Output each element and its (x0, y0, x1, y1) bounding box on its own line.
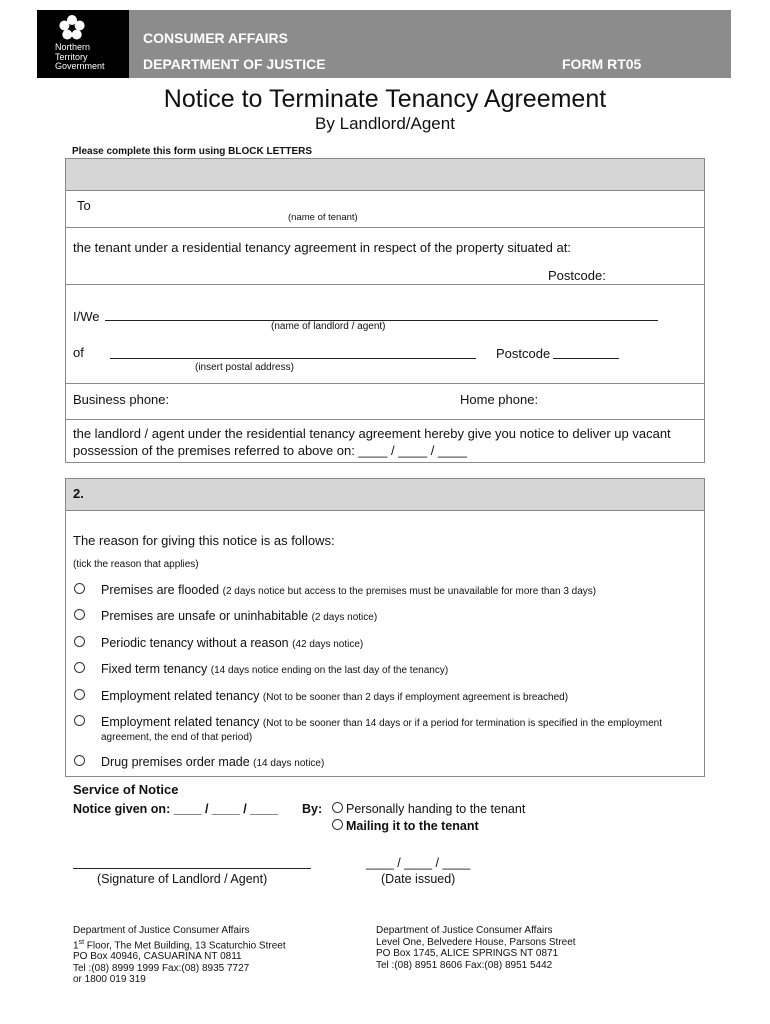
reason-note: (14 days notice) (253, 758, 325, 769)
property-address-field[interactable] (65, 227, 705, 285)
footer-line: Department of Justice Consumer Affairs (376, 925, 553, 936)
date-issued-blank[interactable]: ____ / ____ / ____ (366, 856, 471, 870)
service-radio-mail[interactable] (332, 819, 343, 830)
footer-floor-number: 1 (73, 939, 79, 951)
reason-note: (Not to be sooner than 14 days or if a period for termination is specified in the employment (262, 718, 663, 729)
dept-line-consumer-affairs: CONSUMER AFFAIRS (143, 30, 288, 46)
postcode2-label: Postcode (496, 346, 551, 361)
footer-alice-springs-office (376, 925, 576, 971)
date-issued-caption: (Date issued) (381, 872, 456, 886)
reason-label: Periodic tenancy without a reason (101, 636, 289, 650)
of-label: of (73, 345, 84, 360)
section1-header (65, 158, 705, 191)
to-tenant-field[interactable] (65, 190, 705, 228)
logo-wordmark (55, 43, 105, 72)
notice-given-on[interactable]: Notice given on: ____ / ____ / ____ (73, 802, 278, 816)
to-label: To (77, 198, 91, 213)
footer-line (73, 937, 286, 952)
reason-intro: The reason for giving this notice is as follows: (73, 533, 335, 548)
footer-line: or 1800 019 319 (73, 974, 146, 986)
flower-emblem-icon (59, 15, 85, 41)
service-radio-personal[interactable] (332, 802, 343, 813)
vacate-notice-line1: the landlord / agent under the residential tenancy agreement hereby give you notice to deliver up vacant (73, 426, 671, 441)
page-subtitle: By Landlord/Agent (315, 114, 455, 133)
tick-note: (tick the reason that applies) (73, 559, 199, 570)
reason-radio-drug-premises[interactable] (74, 755, 85, 766)
reason-label: Employment related tenancy (101, 689, 260, 703)
reason-unsafe (101, 609, 377, 623)
footer-line: Department of Justice Consumer Affairs (73, 925, 250, 936)
reason-periodic (101, 636, 363, 650)
reason-radio-periodic[interactable] (74, 636, 85, 647)
logo-line: Government (55, 61, 105, 71)
reason-drug-premises (101, 755, 324, 769)
section2-header (65, 478, 705, 511)
form-code: FORM RT05 (562, 56, 642, 72)
logo-line: Territory (55, 51, 88, 62)
vacate-notice-line2[interactable]: possession of the premises referred to above on: ____ / ____ / ____ (73, 443, 467, 458)
reason-radio-unsafe[interactable] (74, 609, 85, 620)
reason-note-continued: agreement, the end of that period) (101, 732, 253, 743)
reason-note: (Not to be sooner than 2 days if employment agreement is breached) (262, 692, 569, 703)
postal-address-caption: (insert postal address) (195, 362, 294, 373)
footer-line: Level One, Belvedere House, Parsons Street (376, 936, 576, 948)
by-label: By: (302, 802, 323, 816)
reason-label: Fixed term tenancy (101, 662, 208, 676)
reason-note: (2 days notice) (311, 612, 378, 623)
property-text: the tenant under a residential tenancy agreement in respect of the property situated at: (73, 240, 571, 255)
service-option-mail: Mailing it to the tenant (346, 819, 479, 833)
signature-line[interactable] (73, 868, 311, 869)
page-title: Notice to Terminate Tenancy Agreement (163, 85, 607, 113)
dept-line-justice: DEPARTMENT OF JUSTICE (143, 56, 326, 72)
reason-label: Premises are unsafe or uninhabitable (101, 609, 309, 623)
footer-line: Tel :(08) 8999 1999 Fax:(08) 8935 7727 (73, 962, 250, 974)
footer-floor-rest: Floor, The Met Building, 13 Scaturchio Street (84, 939, 286, 951)
reason-note: (2 days notice but access to the premises must be unavailable for more than 3 days) (222, 586, 597, 597)
postcode-label: Postcode: (548, 268, 606, 283)
signature-caption: (Signature of Landlord / Agent) (97, 872, 268, 886)
business-phone-label: Business phone: (73, 392, 170, 407)
iwe-label: I/We (73, 309, 100, 324)
reason-employment-14day (101, 715, 662, 729)
reason-label: Premises are flooded (101, 583, 220, 597)
reason-radio-fixed-term[interactable] (74, 662, 85, 673)
reason-radio-flooded[interactable] (74, 583, 85, 594)
reason-label: Employment related tenancy (101, 715, 260, 729)
footer-line: Tel :(08) 8951 8606 Fax:(08) 8951 5442 (376, 959, 553, 971)
tenant-name-caption: (name of tenant) (288, 212, 358, 223)
landlord-name-caption: (name of landlord / agent) (271, 321, 386, 332)
reason-note: (14 days notice ending on the last day of the tenancy) (210, 665, 449, 676)
section2-heading: 2. (73, 486, 84, 501)
reason-employment-2day (101, 689, 568, 703)
reason-radio-employment-2day[interactable] (74, 689, 85, 700)
home-phone-label: Home phone: (460, 392, 539, 407)
reason-fixed-term (101, 662, 448, 676)
reason-flooded (101, 583, 596, 597)
reason-note: (42 days notice) (292, 639, 364, 650)
logo-line: Northern (55, 42, 91, 52)
postcode2-line[interactable] (553, 358, 619, 359)
reason-label: Drug premises order made (101, 755, 250, 769)
block-letters-instruction: Please complete this form using BLOCK LETTERS (72, 146, 313, 157)
footer-darwin-office (73, 925, 286, 986)
landlord-details-box (65, 284, 705, 384)
footer-line: PO Box 40946, CASUARINA NT 0811 (73, 951, 242, 963)
service-heading: Service of Notice (73, 782, 179, 797)
postal-address-line[interactable] (110, 358, 476, 359)
reason-radio-employment-14day[interactable] (74, 715, 85, 726)
footer-line: PO Box 1745, ALICE SPRINGS NT 0871 (376, 948, 559, 959)
service-option-personal: Personally handing to the tenant (346, 802, 526, 816)
footer-floor-suffix: st (78, 938, 85, 946)
